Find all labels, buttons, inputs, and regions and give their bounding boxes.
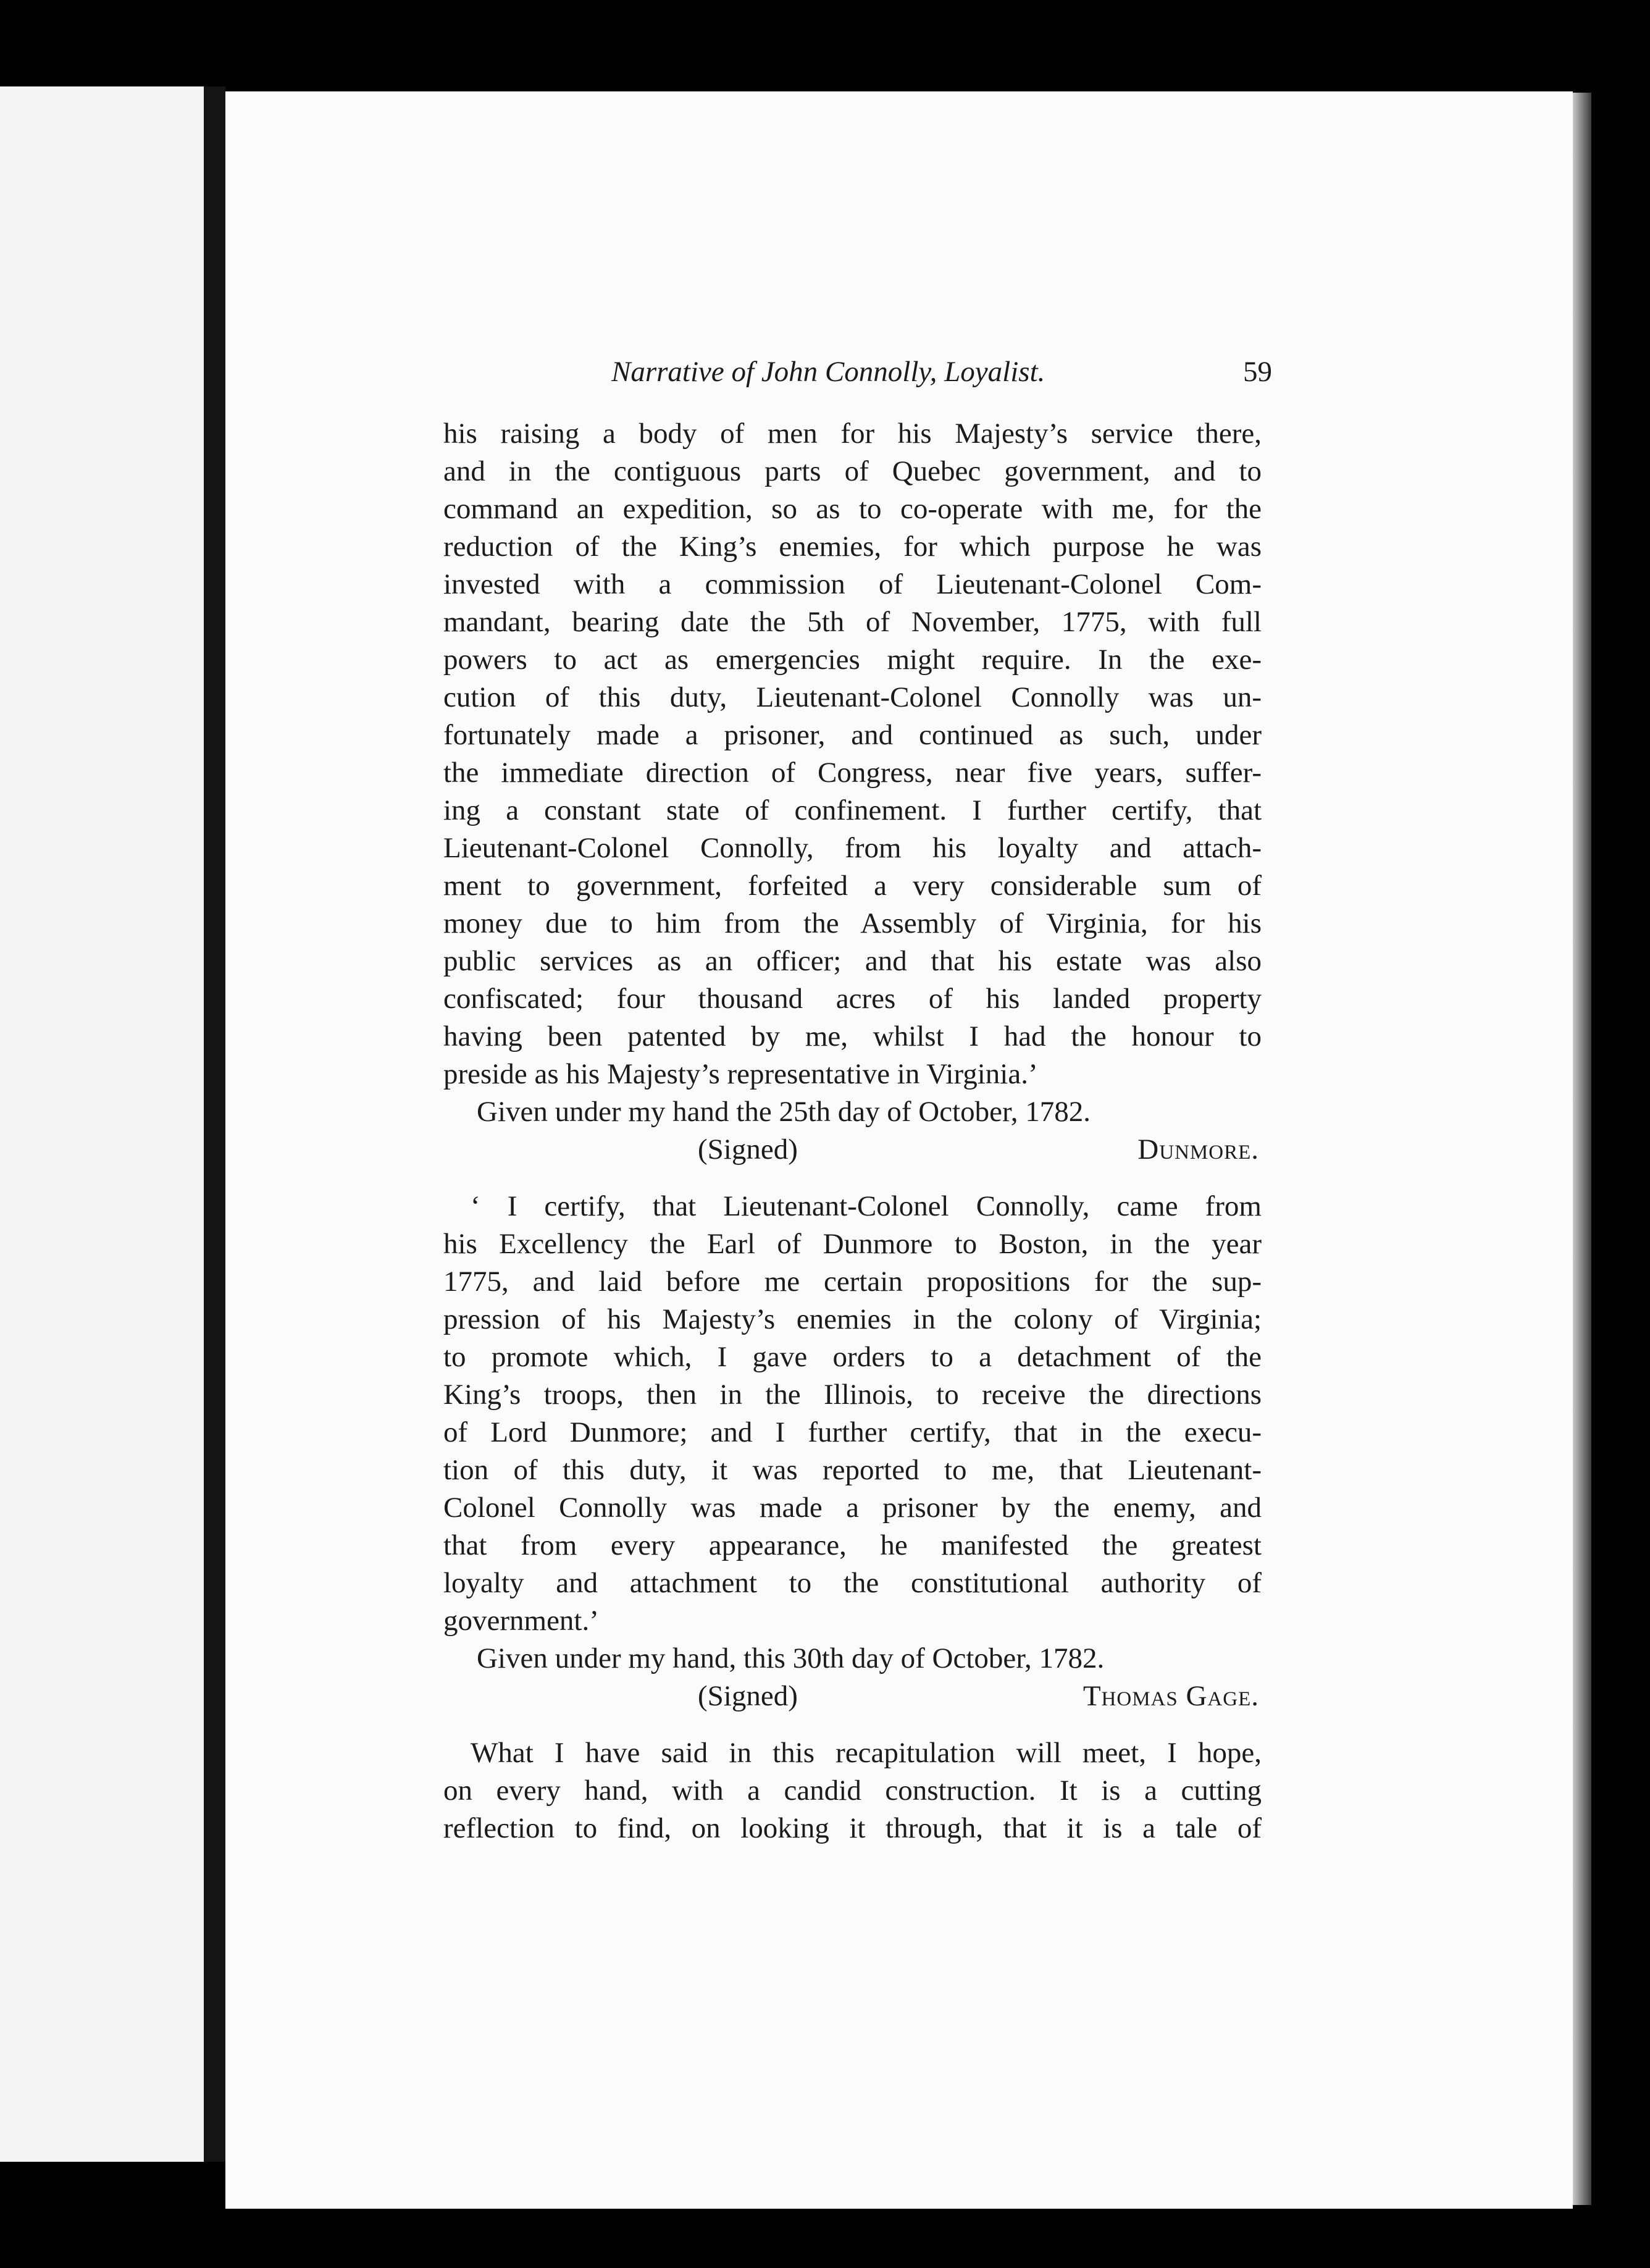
paragraph-gap [443, 1169, 1262, 1188]
given-date-line: Given under my hand the 25th day of October, 1782. [477, 1096, 1091, 1128]
text-line: government.’ [443, 1605, 599, 1637]
running-header [611, 355, 1272, 400]
text-line: and in the contiguous parts of Quebec government, and to [443, 455, 1262, 487]
text-line: reduction of the King’s enemies, for which purpose he was [443, 531, 1262, 563]
signed-label: (Signed) [698, 1680, 798, 1712]
text-line: Colonel Connolly was made a prisoner by the enemy, and [443, 1492, 1262, 1524]
given-date-line: Given under my hand, this 30th day of October, 1782. [477, 1642, 1105, 1674]
page-body [443, 415, 1262, 1847]
text-line: public services as an officer; and that his estate was also [443, 945, 1262, 977]
text-line: tion of this duty, it was reported to me, that Lieutenant- [443, 1454, 1262, 1486]
page-edge-shadow [1573, 93, 1591, 2205]
text-line: Lieutenant-Colonel Connolly, from his loyalty and attach- [443, 832, 1262, 864]
text-line: mandant, bearing date the 5th of November, 1775, with full [443, 606, 1262, 638]
text-line: King’s troops, then in the Illinois, to receive the directions [443, 1379, 1262, 1411]
text-line: his raising a body of men for his Majesty’s service there, [443, 418, 1262, 450]
signatory-name: Dunmore. [1137, 1133, 1259, 1166]
text-line: his Excellency the Earl of Dunmore to Boston, in the year [443, 1228, 1262, 1260]
book-gutter [204, 86, 225, 2162]
text-line: cution of this duty, Lieutenant-Colonel Connolly was un- [443, 681, 1262, 713]
signatory-name: Thomas Gage. [1083, 1680, 1259, 1712]
text-line: ‘ I certify, that Lieutenant-Colonel Connolly, came from [471, 1190, 1262, 1222]
signature-line [443, 1678, 1262, 1715]
text-line: 1775, and laid before me certain propositions for the sup- [443, 1266, 1262, 1298]
text-line: command an expedition, so as to co-operate with me, for the [443, 493, 1262, 525]
text-line: ment to government, forfeited a very considerable sum of [443, 870, 1262, 902]
text-line: reflection to find, on looking it through, that it is a tale of [443, 1812, 1262, 1844]
text-line: loyalty and attachment to the constitutional authority of [443, 1567, 1262, 1599]
facing-page-edge [0, 86, 204, 2162]
signature-line [443, 1131, 1262, 1169]
text-line: ing a constant state of confinement. I further certify, that [443, 794, 1262, 826]
text-line: of Lord Dunmore; and I further certify, that in the execu- [443, 1416, 1262, 1448]
signed-label: (Signed) [698, 1133, 798, 1166]
text-line: confiscated; four thousand acres of his landed property [443, 983, 1262, 1015]
page-number: 59 [1243, 356, 1272, 388]
text-line: on every hand, with a candid construction. It is a cutting [443, 1774, 1262, 1807]
text-line: money due to him from the Assembly of Virginia, for his [443, 907, 1262, 939]
text-line: to promote which, I gave orders to a detachment of the [443, 1341, 1262, 1373]
running-title: Narrative of John Connolly, Loyalist. [611, 356, 1045, 388]
text-line: that from every appearance, he manifested the greatest [443, 1529, 1262, 1561]
text-line: having been patented by me, whilst I had the honour to [443, 1020, 1262, 1052]
text-line: powers to act as emergencies might require. In the exe- [443, 644, 1262, 676]
paragraph-gap [443, 1715, 1262, 1734]
text-line: What I have said in this recapitulation will meet, I hope, [471, 1737, 1262, 1769]
text-line: invested with a commission of Lieutenant-Colonel Com- [443, 568, 1262, 600]
text-line: preside as his Majesty’s representative in Virginia.’ [443, 1058, 1038, 1090]
text-line: the immediate direction of Congress, near five years, suffer- [443, 757, 1262, 789]
text-line: pression of his Majesty’s enemies in the colony of Virginia; [443, 1303, 1262, 1335]
text-line: fortunately made a prisoner, and continued as such, under [443, 719, 1262, 751]
